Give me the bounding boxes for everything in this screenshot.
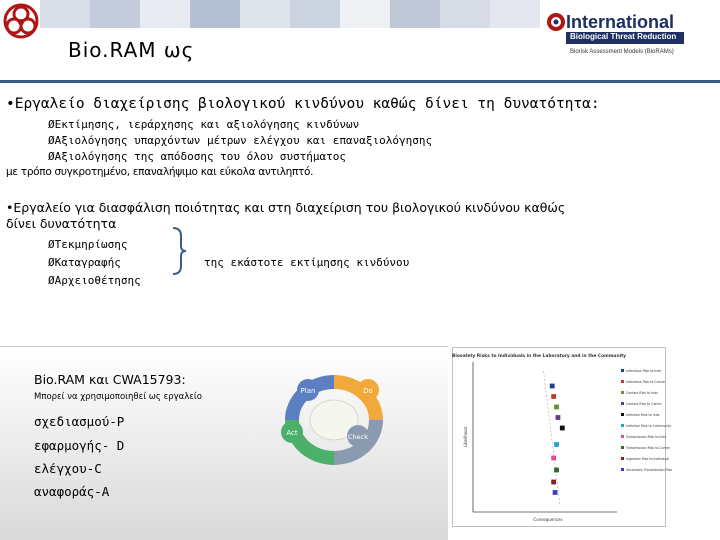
legend-swatch <box>621 369 624 372</box>
legend-label: Secondary Transmission Risk <box>626 468 673 472</box>
chart-x-label: Consequences <box>533 517 563 522</box>
legend-label: Infection Risk to Indv <box>626 413 660 417</box>
chart-point <box>560 426 565 431</box>
chart-y-label: Likelihood <box>463 426 468 448</box>
section1-bullet-2: ØΑξιολόγησης υπαρχόντων μέτρων ελέγχου και επαναξιολόγησης <box>48 134 433 147</box>
chart-trend-line <box>544 371 561 506</box>
legend-label: Contact Risk to Comm <box>626 402 662 406</box>
header-divider <box>0 80 720 83</box>
header-stripe <box>240 0 290 28</box>
legend-label: Infectious Risk to Indv <box>626 369 662 373</box>
brace-text: της εκάστοτε εκτίμησης κινδύνου <box>204 256 410 269</box>
chart-point <box>556 415 561 420</box>
legend-swatch <box>621 402 624 405</box>
chart-point <box>554 405 559 410</box>
legend-swatch <box>621 446 624 449</box>
section2-heading-line1: •Εργαλείο για διασφάλιση ποιότητας και στη διαχείριση του βιολογικού κινδύνου καθώς <box>6 200 566 215</box>
legend-label: Transmission Risk to Indv <box>626 435 667 439</box>
legend-swatch <box>621 457 624 460</box>
legend-swatch <box>621 468 624 471</box>
pdca-item-act: αναφοράς-A <box>34 484 110 499</box>
chart-point <box>554 442 559 447</box>
header-stripe <box>390 0 440 28</box>
pdca-item-check: ελέγχου-C <box>34 461 102 476</box>
section2-bullet-2: ØΚαταγραφής <box>48 256 121 269</box>
legend-swatch <box>621 424 624 427</box>
legend-label: Contact Risk to Indv <box>626 391 659 395</box>
risk-chart <box>451 347 673 527</box>
legend-swatch <box>621 380 624 383</box>
legend-swatch <box>621 391 624 394</box>
logo-caption: Biorisk Assessment Models (BioRAMs) <box>570 49 674 55</box>
chart-point <box>554 468 559 473</box>
legend-swatch <box>621 413 624 416</box>
cycle-node-check <box>347 425 369 447</box>
cycle-label-plan: Plan <box>300 387 316 395</box>
cycle-node-act <box>281 421 303 443</box>
header-stripe <box>440 0 490 28</box>
pdca-item-do: εφαρμογής- D <box>34 438 125 453</box>
page-title: Bio.RAM ως <box>68 38 195 62</box>
logo-tagline: Biological Threat Reduction <box>570 32 677 41</box>
section2-bullet-1: ØΤεκμηρίωσης <box>48 238 128 251</box>
chart-point <box>551 394 556 399</box>
pdca-cycle-diagram <box>272 372 396 468</box>
cycle-label-check: Check <box>348 433 368 441</box>
header-stripe <box>490 0 540 28</box>
legend-label: Ingestion Risk to Individual <box>626 457 670 461</box>
chart-point <box>550 384 555 389</box>
cycle-node-do <box>357 379 379 401</box>
pdca-item-plan: σχεδιασμού-P <box>34 414 125 429</box>
chart-point <box>551 456 556 461</box>
header-stripes <box>40 0 540 28</box>
chart-title: Biosafety Risks to Individuals in the Laboratory and in the Community <box>451 354 627 359</box>
panel-divider <box>0 346 448 347</box>
legend-label: Transmission Risk to Comm <box>626 446 670 450</box>
biohazard-logo-icon <box>2 2 40 40</box>
legend-label: Infection Risk to Community <box>626 424 672 428</box>
section1-bullet-3: ØΑξιολόγησης της απόδοσης του όλου συστήματος <box>48 150 347 163</box>
section1-closing: με τρόπο συγκροτημένο, επαναλήψιμο και εύκολα αντιληπτό. <box>6 166 314 178</box>
cycle-label-do: Do <box>363 387 373 395</box>
brace-icon <box>170 226 188 276</box>
section2-bullet-3: ØΑρχειοθέτησης <box>48 274 141 287</box>
logo-name: International <box>566 12 675 32</box>
header-stripe <box>340 0 390 28</box>
cycle-label-act: Act <box>286 429 298 437</box>
section1-heading: •Εργαλείο διαχείρισης βιολογικού κινδύνου καθώς δίνει τη δυνατότητα: <box>6 96 600 112</box>
header-stripe <box>90 0 140 28</box>
header-stripe <box>290 0 340 28</box>
section2-heading-line2: δίνει δυνατότητα <box>6 216 117 231</box>
section3-subtitle: Μπορεί να χρησιμοποιηθεί ως εργαλείο <box>34 392 202 402</box>
legend-swatch <box>621 435 624 438</box>
section3-title: Bio.RAM και CWA15793: <box>34 372 186 387</box>
chart-point <box>553 490 558 495</box>
chart-point <box>551 480 556 485</box>
section1-bullet-1: ØΕκτίμησης, ιεράρχησης και αξιολόγησης κινδύνων <box>48 118 360 131</box>
ibtr-logo-icon <box>546 12 566 32</box>
legend-label: Infectious Risk to Comm <box>626 380 665 384</box>
cycle-node-plan <box>297 379 319 401</box>
header-stripe <box>190 0 240 28</box>
header-stripe <box>40 0 90 28</box>
header-stripe <box>140 0 190 28</box>
